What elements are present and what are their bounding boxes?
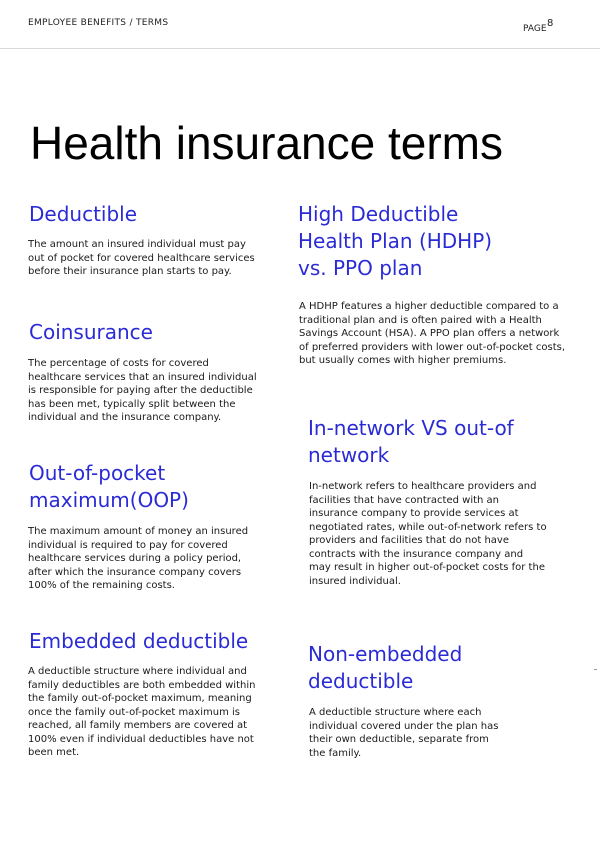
breadcrumb: EMPLOYEE BENEFITS / TERMS [28,18,169,28]
page-number: 8 [547,18,554,29]
text-in-network-vs-out-of-network: In-network refers to healthcare providers and facilities that have contracted with an insurance company to provide services at negotiated rates, while out-of-network refers to providers and facilities that do not have contracts with the insurance company and may result in higher out-of-pocket costs for the insured individual. [309,481,547,587]
heading-embedded-deductible: Embedded deductible [29,629,249,653]
text-hdhp-vs-ppo: A HDHP features a higher deductible compared to a traditional plan and is often paired with a Health Savings Account (HSA). A PPO plan offers a network of preferred providers with lower out-of-pocket costs, but usually comes with higher premiums. [299,301,566,366]
heading-coinsurance: Coinsurance [29,320,153,344]
edge-mark [594,669,597,670]
page-title: Health insurance terms [30,117,503,169]
heading-in-network-vs-out-of-network: In-network VS out-of network [308,416,514,467]
text-deductible: The amount an insured individual must pay out of pocket for covered healthcare services before their insurance plan starts to pay. [28,239,255,277]
text-out-of-pocket-maximum: The maximum amount of money an insured individual is required to pay for covered healthcare services during a policy period, after which the insurance company covers 100% of the remaining costs. [28,526,249,591]
page-header [0,0,600,49]
page-label: PAGE [523,24,547,34]
heading-deductible: Deductible [29,202,138,226]
heading-hdhp-vs-ppo: High Deductible Health Plan (HDHP) vs. PPO plan [298,202,493,280]
text-coinsurance: The percentage of costs for covered healthcare services that an insured individual is responsible for paying after the deductible has been met, typically split between the individual and the insurance company. [28,358,257,423]
text-non-embedded-deductible: A deductible structure where each individual covered under the plan has their own deductible, separate from the family. [309,707,499,759]
heading-non-embedded-deductible: Non-embedded deductible [308,642,463,693]
heading-out-of-pocket-maximum: Out-of-pocket maximum(OOP) [29,461,189,512]
text-embedded-deductible: A deductible structure where individual and family deductibles are both embedded within the family out-of-pocket maximum, meaning once the family out-of-pocket maximum is reached, all family members are covered at 100% even if individual deductibles have not been met. [28,666,256,758]
